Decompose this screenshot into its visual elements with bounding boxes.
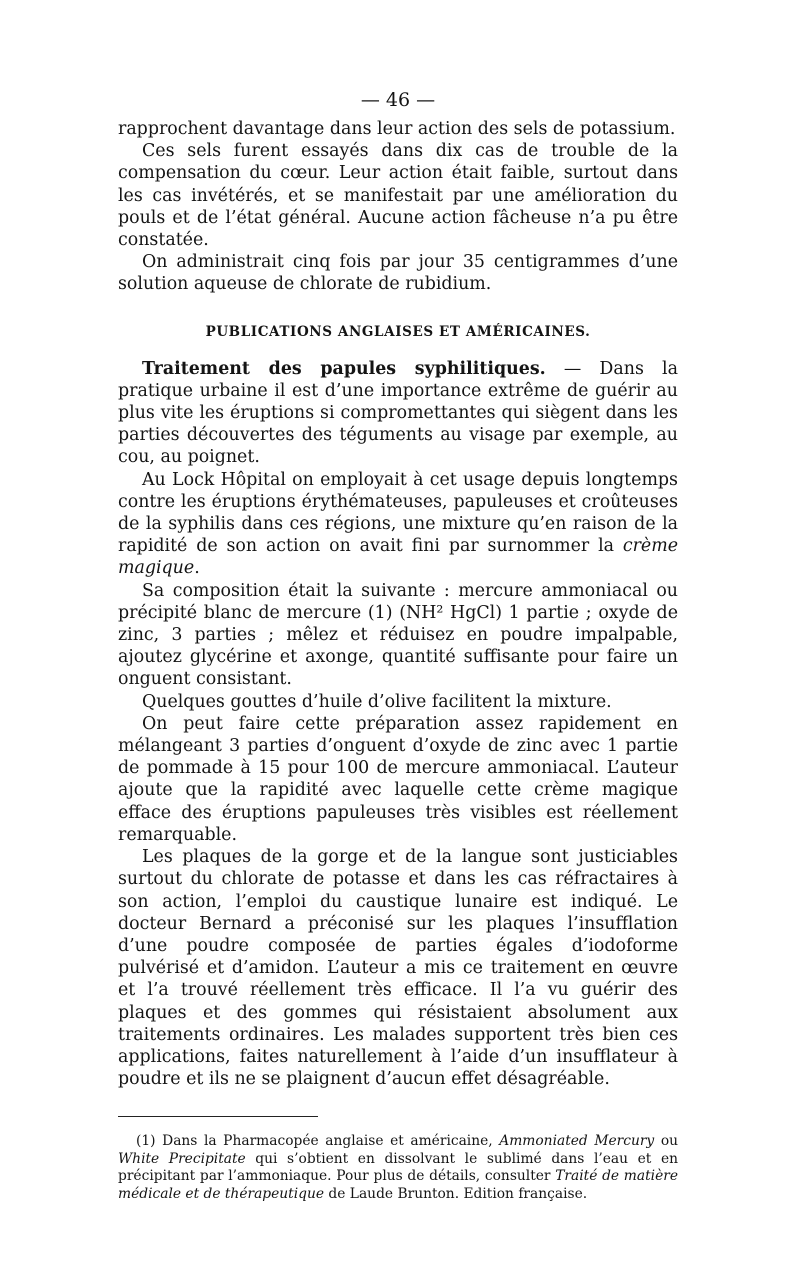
footnote-1 (118, 1133, 678, 1203)
book-page (118, 88, 678, 1203)
article-paragraph-1 (118, 358, 678, 469)
footnote-book-title: Traité de matière médicale et de thérapeutique (118, 1168, 678, 1202)
footnote-term-ammoniated-mercury: Ammoniated Mercury (499, 1133, 655, 1150)
footnote-text-4: de Laude Brunton. Edition française. (324, 1185, 588, 1202)
article-paragraph-1-text: — Dans la pratique urbaine il est d’une importance extrême de guérir au plus vite les éruptions si compromettantes qui siègent dans les parties découvertes des téguments au visage par exemple, au cou, au poignet. (118, 358, 678, 468)
continuation-paragraph-3: On administrait cinq fois par jour 35 centigrammes d’une solution aqueuse de chlorate de rubidium. (118, 252, 678, 295)
continuation-text (118, 118, 678, 296)
footnote-marker: (1) (136, 1133, 156, 1150)
footnote-text-1: Dans la Pharmacopée anglaise et américaine, (155, 1133, 500, 1150)
footnote-term-white-precipitate: White Precipitate (118, 1150, 246, 1167)
footnote-text-2: ou (654, 1133, 679, 1150)
footnotes (118, 1133, 678, 1203)
creme-magique-term: crème magique (118, 536, 678, 579)
footnote-text-3: qui s’obtient en dissolvant le sublimé dans l’eau et en précipitant par l’ammoniaque. Pour plus de détails, consulter (118, 1150, 678, 1185)
article-paragraph-2 (118, 469, 678, 580)
article-paragraph-2-end: . (194, 558, 200, 579)
article-body (118, 358, 678, 1091)
continuation-paragraph-2: Ces sels furent essayés dans dix cas de trouble de la compensation du cœur. Leur action était faible, surtout dans les cas invétérés, et se manifestait par une amélioration du pouls et de l’état général. Aucune action fâcheuse n’a pu être constatée. (118, 141, 678, 251)
article-paragraph-6: Les plaques de la gorge et de la langue sont justiciables surtout du chlorate de potasse et dans les cas réfractaires à son action, l’emploi du caustique lunaire est indiqué. Le docteur Bernard a préconisé sur les plaques l’insufflation d’une poudre composée de parties égales d’iodoforme pulvérisé et d’amidon. L’auteur a mis ce traitement en œuvre et l’a trouvé réellement très efficace. Il l’a vu guérir des plaques et des gommes qui résistaient absolument aux traitements ordinaires. Les malades supportent très bien ces applications, faites naturellement à l’aide d’un insufflateur à poudre et ils ne se plaignent d’aucun effet désagréable. (118, 847, 678, 1090)
continuation-paragraph-1: rapprochent davantage dans leur action des sels de potassium. (118, 119, 676, 139)
page-number: — 46 — (360, 89, 436, 111)
article-title: Traitement des papules syphilitiques. (142, 358, 546, 379)
section-heading: PUBLICATIONS ANGLAISES ET AMÉRICAINES. (205, 323, 591, 340)
article-paragraph-4: Quelques gouttes d’huile d’olive facilitent la mixture. (142, 691, 612, 712)
article-paragraph-2-text: Au Lock Hôpital on employait à cet usage depuis longtemps contre les éruptions érythémateuses, papuleuses et croûteuses de la syphilis dans ces régions, une mixture qu’en raison de la rapidité de son action on avait fini par surnommer la (118, 469, 678, 557)
article-paragraph-5: On peut faire cette préparation assez rapidement en mélangeant 3 parties d’onguent d’oxyde de zinc avec 1 partie de pommade à 15 pour 100 de mercure ammoniacal. L’auteur ajoute que la rapidité avec laquelle cette crème magique efface des éruptions papuleuses très visibles est réellement remarquable. (118, 713, 678, 845)
article-paragraph-3: Sa composition était la suivante : mercure ammoniacal ou précipité blanc de mercure (1) (NH² HgCl) 1 partie ; oxyde de zinc, 3 parties ; mêlez et réduisez en poudre impalpable, ajoutez glycérine et axonge, quantité suffisante pour faire un onguent consistant. (118, 580, 678, 690)
footnote-divider (118, 1116, 318, 1117)
